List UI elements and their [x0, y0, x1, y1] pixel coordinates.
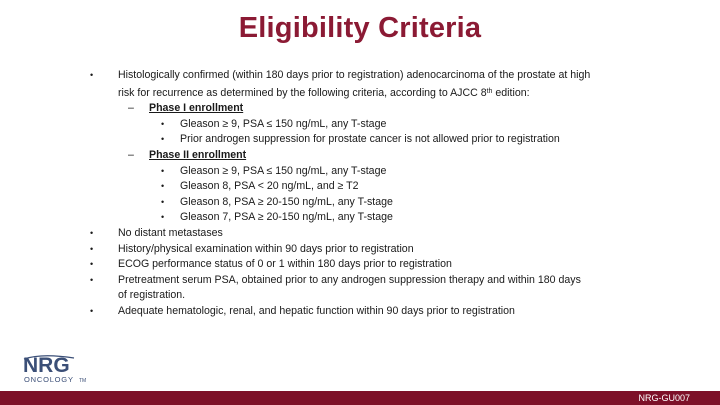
sub-item: • Gleason ≥ 9, PSA ≤ 150 ng/mL, any T-stage: [161, 117, 387, 130]
criteria-list: [0, 68, 720, 320]
bullet: •: [90, 305, 94, 316]
dash: –: [128, 148, 134, 161]
slide-title: Eligibility Criteria: [238, 12, 482, 44]
list-item: • History/physical examination within 90 days prior to registration: [0, 242, 720, 258]
bullet: •: [90, 227, 94, 238]
logo-tm: TM: [79, 378, 87, 384]
criterion-text: Histologically confirmed (within 180 days prior to registration) adenocarcinoma of the prostate at high risk for recurrence as determined by the following criteria, according to AJCC 8th edition:: [118, 69, 591, 99]
sub-item: • Gleason 7, PSA ≥ 20-150 ng/mL, any T-stage: [161, 211, 393, 224]
phase-heading: Phase I enrollment: [149, 102, 244, 115]
sub-item: • Gleason 8, PSA ≥ 20-150 ng/mL, any T-stage: [161, 195, 393, 208]
phase-heading: Phase II enrollment: [149, 148, 247, 161]
phase-ii-heading-row: [128, 148, 720, 164]
list-item: • ECOG performance status of 0 or 1 within 180 days prior to registration: [0, 257, 720, 273]
sub-item: • Gleason 8, PSA < 20 ng/mL, and ≥ T2: [161, 180, 359, 193]
phase-i-heading-row: [128, 101, 720, 117]
bullet: •: [90, 259, 94, 270]
dash: –: [128, 102, 134, 115]
sub-item: • Gleason ≥ 9, PSA ≤ 150 ng/mL, any T-stage: [161, 164, 387, 177]
nrg-oncology-logo: [22, 352, 102, 386]
logo-main: NRG: [23, 354, 70, 377]
logo-sub: ONCOLOGY: [24, 375, 74, 384]
bullet: •: [90, 243, 94, 254]
list-item: • Pretreatment serum PSA, obtained prior to any androgen suppression therapy and within 180 days of registration.: [90, 273, 581, 302]
bullet: •: [90, 70, 94, 80]
list-item: • Adequate hematologic, renal, and hepatic function within 90 days prior to registration: [0, 304, 720, 320]
bullet: •: [90, 274, 94, 285]
list-item: • No distant metastases: [0, 226, 720, 242]
sub-item: • Prior androgen suppression for prostate cancer is not allowed prior to registration: [161, 133, 560, 146]
list-item: [0, 68, 720, 101]
protocol-code: NRG-GU007: [638, 393, 690, 403]
footer-bar: [0, 391, 720, 405]
